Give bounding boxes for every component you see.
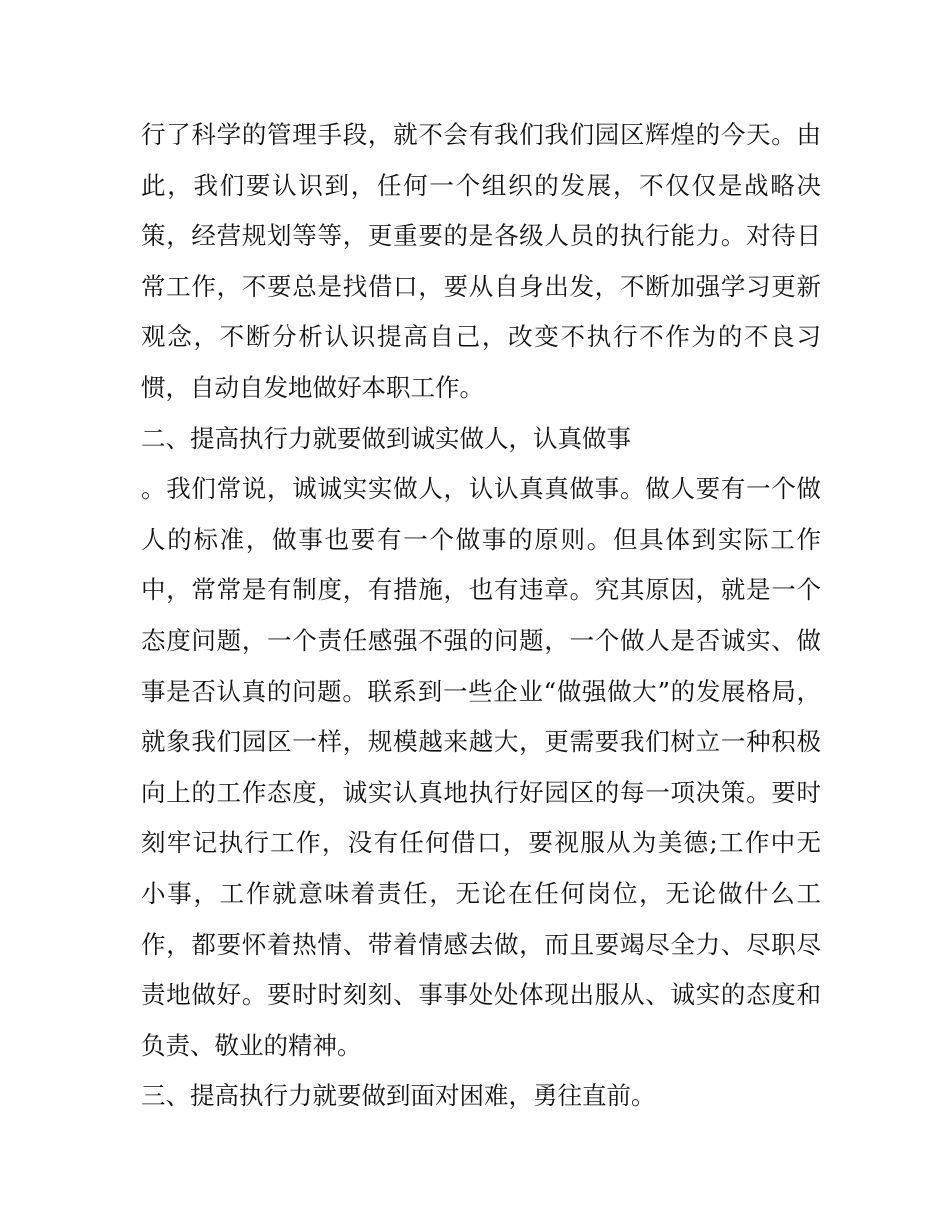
text-line: 刻牢记执行工作，没有任何借口，要视服从为美德;工作中无 bbox=[141, 828, 821, 858]
text-line: 行了科学的管理手段，就不会有我们我们园区辉煌的今天。由 bbox=[141, 120, 821, 149]
text-line: 向上的工作态度，诚实认真地执行好园区的每一项决策。要时 bbox=[141, 777, 821, 807]
text-line: 。我们常说，诚诚实实做人，认认真真做事。做人要有一个做 bbox=[141, 474, 821, 504]
text-line: 小事，工作就意味着责任，无论在任何岗位，无论做什么工 bbox=[141, 878, 821, 908]
text-line: 负责、敬业的精神。 bbox=[141, 1030, 362, 1060]
text-line: 事是否认真的问题。联系到一些企业“做强做大”的发展格局， bbox=[141, 676, 821, 706]
text-line: 此，我们要认识到，任何一个组织的发展，不仅仅是战略决 bbox=[141, 170, 821, 200]
text-line: 态度问题，一个责任感强不强的问题，一个做人是否诚实、做 bbox=[141, 625, 821, 655]
text-line: 中，常常是有制度，有措施，也有违章。究其原因，就是一个 bbox=[141, 575, 821, 605]
text-line: 策，经营规划等等，更重要的是各级人员的执行能力。对待日 bbox=[141, 221, 821, 251]
document-body bbox=[141, 110, 821, 1122]
text-line: 三、提高执行力就要做到面对困难，勇往直前。 bbox=[141, 1081, 656, 1111]
text-line: 惯，自动自发地做好本职工作。 bbox=[141, 372, 484, 402]
text-line: 责地做好。要时时刻刻、事事处处体现出服从、诚实的态度和 bbox=[141, 980, 821, 1010]
text-line: 人的标准，做事也要有一个做事的原则。但具体到实际工作 bbox=[141, 524, 821, 554]
text-line: 二、提高执行力就要做到诚实做人，认真做事 bbox=[141, 423, 631, 453]
text-line: 观念，不断分析认识提高自己，改变不执行不作为的不良习 bbox=[141, 322, 821, 352]
text-line: 常工作，不要总是找借口，要从自身出发，不断加强学习更新 bbox=[141, 271, 821, 301]
text-line: 就象我们园区一样，规模越来越大，更需要我们树立一种积极 bbox=[141, 727, 821, 757]
text-line: 作，都要怀着热情、带着情感去做，而且要竭尽全力、尽职尽 bbox=[141, 929, 821, 959]
